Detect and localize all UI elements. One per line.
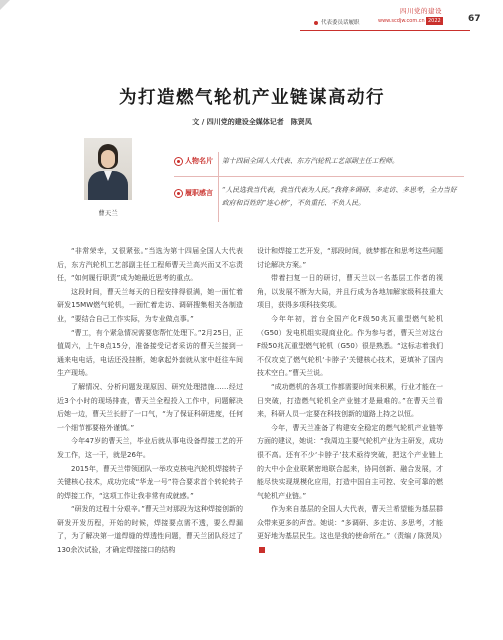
header-divider	[300, 30, 470, 31]
paragraph-last	[257, 503, 446, 557]
article-byline: 文 / 四川党的建设全媒体记者 陈贤凤	[192, 118, 312, 126]
paragraph: “非常荣幸，又很紧张。”当选为第十四届全国人大代表后，东方汽轮机工艺部副主任工程师曹天兰高兴而又不忘责任，“如何履行职责”成为她最近思考的重点。	[57, 247, 243, 283]
paragraph: 今年47岁的曹天兰，毕业后就从事电设备焊接工艺的开发工作，这一干，就是26年。	[57, 437, 243, 459]
body-column-right	[257, 245, 446, 558]
magazine-logo: 四川党的建设	[400, 7, 442, 15]
paragraph-last-text: 作为来自基层的全国人大代表，曹天兰希望能为基层群众带来更多的声音。她说：“多调研、多走访、多思考，才能更好地为基层民生。这也是我的使命所在。”（责编 / 陈贤凤）	[257, 505, 446, 541]
quote-label	[174, 187, 213, 199]
page-corner-decoration	[0, 0, 10, 10]
person-icon	[174, 157, 183, 166]
page-number: 67	[468, 14, 481, 24]
paragraph: 设计和焊接工艺开发，“那段时间，就梦都在和思考这些问题讨论解决方案。”	[257, 247, 443, 269]
quote-label-text: 履职感言	[185, 189, 213, 197]
profile-card-label-text: 人物名片	[185, 157, 213, 165]
paragraph: 了解情况、分析问题发现原因、研究处理措施……经过近3个小时的现场排查，曹天兰全程投入工作中，问题解决后她一边，曹天兰长舒了一口气，“为了保证科研进度，任何一个细节都要格外谨慎。”	[57, 382, 243, 432]
body-column-left	[57, 245, 243, 558]
paragraph: 2015年，曹天兰带领团队一举攻克核电汽轮机焊接转子关键核心技术，成功完成“华龙一号”符合要求首个转轮转子的焊接工作，“这项工作让我非常有成就感。”	[57, 464, 243, 500]
portrait-caption: 曹天兰	[98, 209, 118, 217]
profile-card-label	[174, 155, 213, 167]
paragraph: “成功燃机的各项工作都需要时间来积累，行业才能在一日突破，打造燃气轮机全产业链才是最难的。”在曹天兰看来，科研人员一定要在科技创新的道路上持之以恒。	[257, 382, 443, 419]
paragraph: “曹工，有个紧急情况需要您帮忙处理下。”2月25日，正值周六，上午8点15分，准备接受记者采访的曹天兰接到一通来电电话，电话还没挂断，她拿起外套就从家中赶往车间生产现场。	[57, 328, 243, 378]
quote-icon	[174, 189, 183, 198]
end-mark-icon	[259, 547, 265, 553]
paragraph: 今年，曹天兰准备了构建安全稳定的燃气轮机产业链等方面的建议，她说：“我周边主要气轮机产业为主研发，成功很不高。还有不少‘卡脖子’技术亟待突破，把这个产业链上的大中小企业联紧密地联合起来，协同创新、融合发展，才能尽快实现规模化应用，打造中国自主可控、安全可靠的燃气轮机产业链。”	[257, 423, 443, 500]
issue-tag: 2022	[428, 18, 441, 24]
portrait-face	[101, 150, 115, 168]
profile-card-text: 第十四届全国人大代表、东方汽轮机工艺部副主任工程师。	[222, 157, 399, 165]
article-title: 为打造燃气轮机产业链谋高动行	[119, 88, 385, 108]
paragraph: 这段时间，曹天兰每天的日程安排得很满，她一面忙着研发15MW燃气轮机，一面忙着走访、调研搜集相关各制造业，“要结合自己工作实际，为专业做点事。”	[57, 287, 243, 323]
section-label: 代表委员话履职	[321, 20, 360, 26]
paragraph: 带着扫复一日的研讨，曹天兰以一名基层工作者的视角，以发展不断为大局，并且行成为各地加解家级科技重大项目，获得多项科技奖项。	[257, 274, 443, 310]
portrait-photo	[84, 138, 132, 200]
paragraph: “研发的过程十分艰辛。”曹天兰对那段为这种焊接创新的研发开发历程，开始的时候，焊接要点需不透，要么焊漏了，为了解决第一道焊缝的焊透性问题，曹天兰团队经过了130余次试验，才确定焊接接口的结构	[57, 505, 243, 555]
quote-text: “人民选我当代表，我当代表为人民。”我将多调研、多走访、多思考，全力当好政府和百姓的“连心桥”，不负重托、不负人民。	[222, 186, 457, 207]
profile-vertical-divider	[218, 152, 219, 222]
running-header	[300, 17, 470, 29]
paragraph: 今年年初，首台全国产化F级50兆瓦重型燃气轮机（G50）发电机组实现商业化。作为参与者，曹天兰对这台F级50兆瓦重型燃气轮机（G50）很是熟悉。“这标志着我们不仅攻克了燃气轮机‘卡脖子’关键核心技术，更填补了国内技术空白。”曹天兰说。	[257, 314, 443, 378]
website-url: www.scdjw.com.cn	[378, 18, 425, 24]
bullet-icon	[314, 21, 318, 25]
